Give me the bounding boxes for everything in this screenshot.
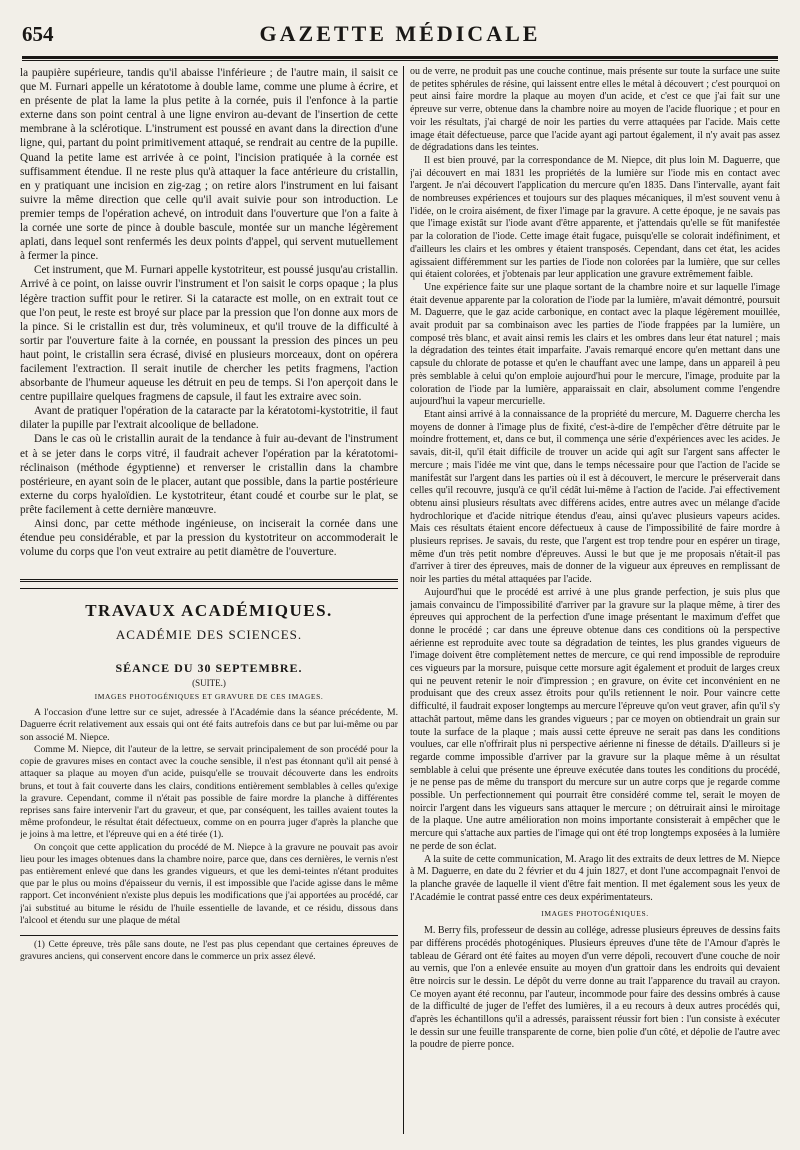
article-paragraph: Avant de pratiquer l'opération de la cataracte par la kératotomi-kystotritie, il faut dilater la pupille par l'extrait alcoolique de belladone. [20, 405, 398, 432]
footnote: (1) Cette épreuve, très pâle sans doute, ne l'est pas plus cependant que certaines épreuves de gravures anciens, qui conservent encore dans le commerce un prix assez élevé. [20, 939, 398, 962]
journal-title: GAZETTE MÉDICALE [259, 21, 541, 46]
column-divider [403, 66, 404, 1134]
report-paragraph: A la suite de cette communication, M. Arago lit des extraits de deux lettres de M. Niepce à M. Daguerre, en date du 2 février et du 4 juin 1827, et dont l'une accompagnait l'envoi de la planche gravée de laquelle il vient d'être fait mention. Il met également sous les yeux de l'Académie le contrat passé entre ces deux expérimentateurs. [410, 853, 780, 903]
report-paragraph: M. Berry fils, professeur de dessin au collége, adresse plusieurs épreuves de dessins faits par différens procédés photogéniques. Plusieurs épreuves d'une tête de l'Amour d'après le tableau de Gérard ont été faites au moyen d'un verre dépoli, recouvert d'une couche de noir au vernis, que l'on a enlevée ensuite au moyen d'un grattoir dans les endroits qui devaient être noircis sur le dessin. Le dépôt du verre donne au trait l'apparence du travail au crayon. Ce moyen ayant été reconnu, par l'auteur, incommode pour faire des dessins ombrés à cause de la difficulté de juger de l'effet des lumières, il a eu recours à deux autres procédés qui, d'après les échantillons qu'il a adressés, paraissent réussir fort bien : l'un consiste à exécuter le dessin sur une feuille transparente de corne, bien polie d'un côté, et dépolie de l'autre avec la poudre de pierre ponce. [410, 925, 780, 1051]
report-paragraph: ou de verre, ne produit pas une couche continue, mais présente sur toute la surface une suite de petites sphérules de résine, qui laissent entre elles le métal à découvert ; c'est pourquoi on peut ainsi faire mordre la plaque au moyen d'un acide, et c'est ce que j'ai fait sur une épreuve sur verre, obtenue dans la chambre noire au moyen de l'acide fluorique ; et pour en voir les résultats, j'ai chargé de noir les parties du verre attaquées par l'acide. Mais cette image était défectueuse, parce que l'acide ayant agi partout également, il n'y avait pas assez de dégradations dans les teintes. [410, 66, 780, 154]
article-paragraph: Ainsi donc, par cette méthode ingénieuse, on inciserait la cornée dans une étendue peu considérable, et par la pression du kystotriteur on accommoderait le volume du corps que l'on veut extraire au petit diamètre de l'ouverture. [20, 518, 398, 559]
left-column [20, 66, 398, 1136]
article-paragraph: Cet instrument, que M. Furnari appelle kystotriteur, est poussé jusqu'au cristallin. Arrivé à ce point, on laisse ouvrir l'instrument et l'on saisit le corps opaque ; la plus légère traction suffit pour le retirer. Si la cataracte est molle, on en extrait tout ce que l'on peut, le reste est broyé sur place par la pression que l'on donne aux mors de la pince. Si le cristallin est dur, très volumineux, et qu'il trouve de la difficulté à sortir par l'ouverture faite à la cornée, en poussant la pression des pinces un peu haut point, le cristallin sera écrasé, divisé en plusieurs morceaux, dont on opérera facilement l'extraction. Il serait inutile de chercher les petits fragmens, l'action absorbante de l'humeur aqueuse les détruit en peu de temps. Si l'on aperçoit dans le centre pupillaire quelques fragmens de capsule, il faut les extraire avec soin. [20, 264, 398, 404]
section-divider [20, 579, 398, 582]
section-divider-thin [20, 588, 398, 589]
seance-heading: SÉANCE DU 30 SEPTEMBRE. [115, 661, 303, 676]
report-paragraph: A l'occasion d'une lettre sur ce sujet, adressée à l'Académie dans la séance précédente, M. Daguerre écrit relativement aux essais qui ont été faits autrefois dans ce but par lui-même ou par son associé M. Niepce. [20, 707, 398, 743]
page-header [22, 18, 778, 50]
surgery-article [20, 66, 398, 559]
report-paragraph: Il est bien prouvé, par la correspondance de M. Niepce, dit plus loin M. Daguerre, que j'ai découvert en mai 1831 les propriétés de la lumière sur l'iode mis en contact avec l'argent. Je n'ai découvert l'application du mercure qu'en 1835. Dans l'intervalle, ayant fait de nombreuses expériences et toujours sur des plaques mécaniques, il m'est souvent venu à l'idée, on le croira aisément, de fixer l'image par la gravure. A cette époque, je ne savais pas que l'image existât sur l'iode avant d'être apparente, et j'attendais qu'elle se fût manifestée par la coloration de l'iode. Cette image était fugace, puisqu'elle se colorait indéfiniment, et d'ailleurs les clairs et les ombres y étaient transposés. Cependant, dans cet état, les acides agissaient différemment sur les parties de l'iode non colorées par la lumière, que sur celles qui étaient colorées, et j'obtenais par leur application une gravure extrêmement faible. [410, 154, 780, 281]
report-paragraph: On conçoit que cette application du procédé de M. Niepce à la gravure ne pouvait pas avoir lieu pour les images obtenues dans la chambre noire, parce que, dans ces dernières, le vernis n'est pas entièrement enlevé que dans les grandes vigueurs, et que les demi-teintes n'étant produites que par le plus ou moins d'épaisseur du vernis, il est impossible que l'acide agisse dans le même rapport. Cet inconvénient n'existe plus depuis les modifications que j'ai apportées au procédé, car j'ai substitué au bitume le résidu de l'huile essentielle de lavande, et ce résidu, dissous dans l'alcool et étendu sur une plaque de métal [20, 841, 398, 926]
report-paragraph: Une expérience faite sur une plaque sortant de la chambre noire et sur laquelle l'image était devenue apparente par la coloration de l'iode par la lumière, m'avait démontré, poursuit M. Daguerre, que le gaz acide carbonique, en contact avec la plaque légèrement mouillée, avait produit par sa combinaison avec les parties de l'iode frappées par la lumière, un composé très blanc, et avait ainsi remis les clairs et les ombres dans leur état naturel ; mais la dégradation des teintes était imparfaite. J'avais remarqué encore qu'en mettant dans une capsule du chlorate de potasse et qu'en le chauffant avec une lampe, dans un appareil à peu près semblable à celui qu'on emploie aujourd'hui pour le mercure, l'image, produite par la coloration de l'iode par la lumière, apparaissait en clair, absolument comme l'engendre aujourd'hui la vapeur mercurielle. [410, 281, 780, 408]
section-subtitle: ACADÉMIE DES SCIENCES. [115, 627, 303, 643]
article-paragraph: Dans le cas où le cristallin aurait de la tendance à fuir au-devant de l'instrument et à se jeter dans le corps vitré, il faudrait achever l'opération par la kératotomi-réclinaison (méthode égyptienne) et renverser le cristallin dans la chambre postérieure, en ayant soin de le placer, autant que possible, dans la partie postérieure externe du corps hyaloïdien. Le kystotriteur, étant coudé et courbe sur le plat, se prête facilement à cette dernière manœuvre. [20, 433, 398, 516]
footnote-rule [20, 935, 398, 936]
report-paragraph: Etant ainsi arrivé à la connaissance de la propriété du mercure, M. Daguerre chercha les moyens de donner à l'image plus de fixité, c'est-à-dire de l'empêcher d'être détruite par le moindre frottement, et, dans ce but, il commença une série d'expériences avec les acides. Je savais, dit-il, qu'il était difficile de trouver un acide qui agît sur l'argent sans affecter le mercure ; mais l'idée me vint que, dans le temps nécessaire pour que l'action de l'acide se manifestât sur l'argent dans les parties où il est à découvert, le mercure le préserverait dans celles qu'il recouvre, jusqu'à ce qu'il cédât lui-même à l'action de l'acide. J'ai effectivement obtenu ainsi plusieurs résultats avec différens acides, entre autres avec un mélange d'acide hydrochlorique et d'acide nitrique étendus d'eau, ainsi qu'avec plusieurs vapeurs acides. Mais ces résultats étaient encore défectueux à cause de l'impossibilité de faire mordre à plusieurs reprises. Je savais, du reste, que l'argent est trop tendre pour en espérer un tirage, même d'un très petit nombre d'épreuves. Aussi le but que je me proposais n'était-il pas d'arriver à tirer des épreuves, mais de donner de la vigueur aux épreuves en remplissant de noir les parties du métal attaquées par l'acide. [410, 408, 780, 586]
subsection-heading: IMAGES PHOTOGÉNIQUES. [541, 909, 649, 919]
section-title: TRAVAUX ACADÉMIQUES. [85, 601, 333, 621]
page-number: 654 [22, 21, 54, 46]
right-column [410, 66, 780, 1136]
report-paragraph: Comme M. Niepce, dit l'auteur de la lettre, se servait principalement de son procédé pour la copie de gravures mises en contact avec la couche sensible, il n'est pas étonnant qu'il ait pensé à attaquer sa plaque au moyen d'un acide, puisqu'elle se trouvait découverte dans les endroits bruns, et tout à fait couverte dans les clairs, conditions entièrement semblables à celles qu'exige la gravure. Cependant, comme il n'était pas possible de faire mordre la planche à différentes reprises sans faire intervenir l'art du graveur, et que, par conséquent, les tailles avaient toutes la même profondeur, le résultat était défectueux, comme on en pourra juger d'après la planche que je joins à ma lettre, et l'épreuve qui en a été tirée (1). [20, 743, 398, 841]
subsection-heading: IMAGES PHOTOGÉNIQUES ET GRAVURE DE CES IMAGES. [94, 692, 324, 702]
suite-label: (SUITE.) [192, 678, 226, 689]
report-paragraph: Aujourd'hui que le procédé est arrivé à une plus grande perfection, je suis plus que jamais convaincu de l'impossibilité d'arriver par la gravure sur la plaque même, à tirer des épreuves qui approchent de la perfection d'une image présentant le maximum d'effet que donne le procédé ; car dans une épreuve obtenue dans ces conditions où la perspective aérienne est reproduite avec toute sa dégradation de teintes, les plus grandes vigueurs de l'image doivent être complètement nettes de mercure, ce qui rend impossible de reproduire ces vigueurs par la morsure, puisque cette morsure agit également et produit de larges creux qui ne peuvent retenir le noir d'impression ; en gravure, on évite cet inconvénient en ne produisant que des creux assez étroits pour qu'ils retiennent le noir. Pour vaincre cette difficulté, il faudrait exposer longtemps au mercure l'épreuve qu'on veut graver, afin qu'il s'y attachât partout, même dans les grandes vigueurs ; par ce moyen on obtiendrait un grain sur toute la surface de la plaque ; mais aussi cette épreuve ne serait pas dans les conditions voulues, car elle n'offrirait plus ni perspective aérienne ni finesse de détails. D'ailleurs si je regarde comme impossible d'arriver par la gravure sur la plaque même à un résultat semblable à celui que présente une épreuve exécutée dans toutes les conditions du procédé, je ne pense pas de même du transport du mercure sur un autre corps que je regarde comme possible. Un perfectionnement qui pourrait être considéré comme tel, serait le moyen de noircir l'argent dans les vigueurs sans attaquer le mercure ; on détruirait ainsi le miroitage de la plaque. Une autre amélioration non moins importante consisterait à empêcher que le mercure qui s'attache aux parties de l'image qui ont été trop longtemps exposées à la lumière ne perde de son éclat. [410, 586, 780, 852]
header-rule [22, 56, 778, 61]
academy-report [20, 707, 398, 927]
article-paragraph: la paupière supérieure, tandis qu'il abaisse l'inférieure ; de l'autre main, il saisit ce que M. Furnari appelle un kératotome à double lame, comme une plume à écrire, et en présente de plat la lame la plus petite à la cornée, puis il l'enfonce à la partie externe dans son point central à une ligne environ au-devant de l'insertion de cette membrane à la sclérotique. L'instrument est poussé en avant dans la direction d'une ligne, qui, partant du point primitivement attaqué, se rendrait au centre de la pupille. Quand la petite lame est arrivée à ce point, l'incision pratiquée à la cornée est suffisamment étendue. Il ne reste plus qu'à attaquer la face antérieure du cristallin, en y pratiquant une incision en zig-zag ; on retire alors l'instrument en lui faisant suivre la même direction que celle qu'il avait suivie pour son introduction. Le premier temps de l'opération achevé, on introduit dans l'ouverture que l'on a faite à la cornée une sorte de pince à double bascule, montée sur un manche légèrement aplati, dans lequel sont renfermés les deux points d'appel, qui servent mutuellement à fermer la pince. [20, 67, 398, 263]
